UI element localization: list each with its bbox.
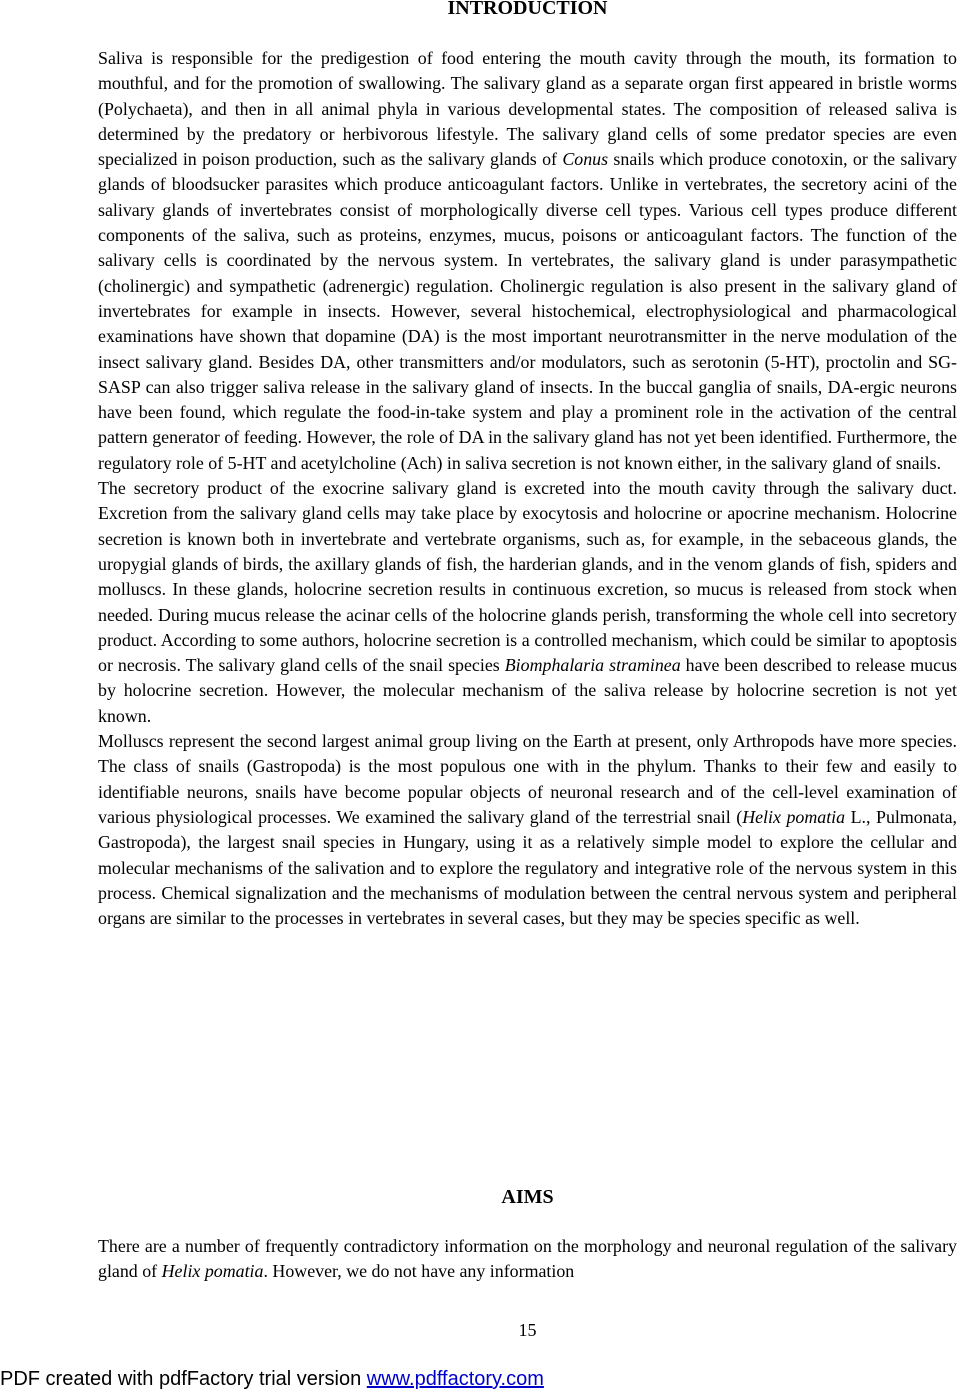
introduction-body bbox=[98, 46, 957, 931]
aims-paragraph-1 bbox=[98, 1234, 957, 1285]
paragraph-text: Saliva is responsible for the predigestion of food entering the mouth cavity through the mouth, its formation to mouthful, and for the promotion of swallowing. The salivary gland as a separate organ first appeared in bristle worms (Polychaeta), and then in all animal phyla in various developmental states. The composition of released saliva is determined by the predatory or herbivorous lifestyle. The salivary gland cells of some predator species are even specialized in poison production, such as the salivary glands of bbox=[98, 48, 957, 170]
introduction-heading: INTRODUCTION bbox=[447, 0, 608, 19]
aims-body bbox=[98, 1234, 957, 1285]
paragraph-text: have been described to release mucus by holocrine secretion. However, the molecular mechanism of the saliva release by holocrine secretion is not yet known. bbox=[98, 655, 957, 726]
footer-text: PDF created with pdfFactory trial version bbox=[0, 1368, 367, 1390]
paragraph-text: There are a number of frequently contradictory information on the morphology and neuronal regulation of the salivary gland of bbox=[98, 1236, 957, 1282]
paragraph-text: The secretory product of the exocrine salivary gland is excreted into the mouth cavity through the salivary duct. Excretion from the salivary gland cells may take place by exocytosis and holocrine or apocrine mechanism. Holocrine secretion is known both in invertebrate and vertebrate organisms, such as, for example, in the sebaceous glands, the uropygial glands of birds, the axillary glands of fish, the harderian glands, and in the venom glands of fish, spiders and molluscs. In these glands, holocrine secretion results in continuous excretion, so mucus is released from stock when needed. During mucus release the acinar cells of the holocrine glands perish, transforming the whole cell into secretory product. According to some authors, holocrine secretion is a controlled mechanism, which could be similar to apoptosis or necrosis. The salivary gland cells of the snail species bbox=[98, 478, 957, 676]
paragraph-text: . However, we do not have any information bbox=[263, 1261, 575, 1282]
introduction-paragraph-1 bbox=[98, 46, 957, 476]
pdffactory-link[interactable]: www.pdffactory.com bbox=[366, 1368, 544, 1390]
italic-species-name: Biomphalaria straminea bbox=[504, 655, 681, 676]
paragraph-text: Molluscs represent the second largest animal group living on the Earth at present, only Arthropods have more species. The class of snails (Gastropoda) is the most populous one with in the phylum. Thanks to their few and easily to identifiable neurons, snails have become popular objects of neuronal research and of the cell-level examination of various physiological processes. We examined the salivary gland of the terrestrial snail ( bbox=[98, 731, 957, 827]
aims-heading: AIMS bbox=[501, 1186, 554, 1208]
paragraph-text: L., Pulmonata, Gastropoda), the largest snail species in Hungary, using it as a relatively simple model to explore the cellular and molecular mechanisms of the salivation and to explore the regulatory and integrative role of the nervous system in this process. Chemical signalization and the mechanisms of modulation between the central nervous system and peripheral organs are similar to the processes in vertebrates in several cases, but they may be species specific as well. bbox=[98, 806, 957, 929]
pdf-footer bbox=[0, 1366, 960, 1392]
introduction-paragraph-3 bbox=[98, 729, 957, 931]
introduction-paragraph-2 bbox=[98, 476, 957, 729]
italic-species-name: Helix pomatia bbox=[161, 1261, 264, 1282]
paragraph-text: snails which produce conotoxin, or the salivary glands of bloodsucker parasites which produce anticoagulant factors. Unlike in vertebrates, the secretory acini of the salivary glands of invertebrates consist of morphologically diverse cell types. Various cell types produce different components of the saliva, such as proteins, enzymes, mucus, poisons or anticoagulant factors. The function of the salivary cells is coordinated by the nervous system. In vertebrates, the salivary gland is under parasympathetic (cholinergic) and sympathetic (adrenergic) regulation. Cholinergic regulation is also present in the salivary gland of invertebrates for example in insects. However, several histochemical, electrophysiological and pharmacological examinations have shown that dopamine (DA) is the most important neurotransmitter in the nerve modulation of the insect salivary gland. Besides DA, other transmitters and/or modulators, such as serotonin (5-HT), proctolin and SG-SASP can also trigger saliva release in the salivary gland of insects. In the buccal ganglia of snails, DA-ergic neurons have been found, which regulate the food-in-take system and play a prominent role in the activation of the central pattern generator of feeding. However, the role of DA in the salivary gland has not yet been identified. Furthermore, the regulatory role of 5-HT and acetylcholine (Ach) in saliva secretion is not known either, in the salivary gland of snails. bbox=[98, 149, 958, 473]
italic-species-name: Conus bbox=[562, 149, 609, 170]
page-number: 15 bbox=[518, 1320, 537, 1340]
italic-species-name: Helix pomatia bbox=[742, 806, 846, 827]
